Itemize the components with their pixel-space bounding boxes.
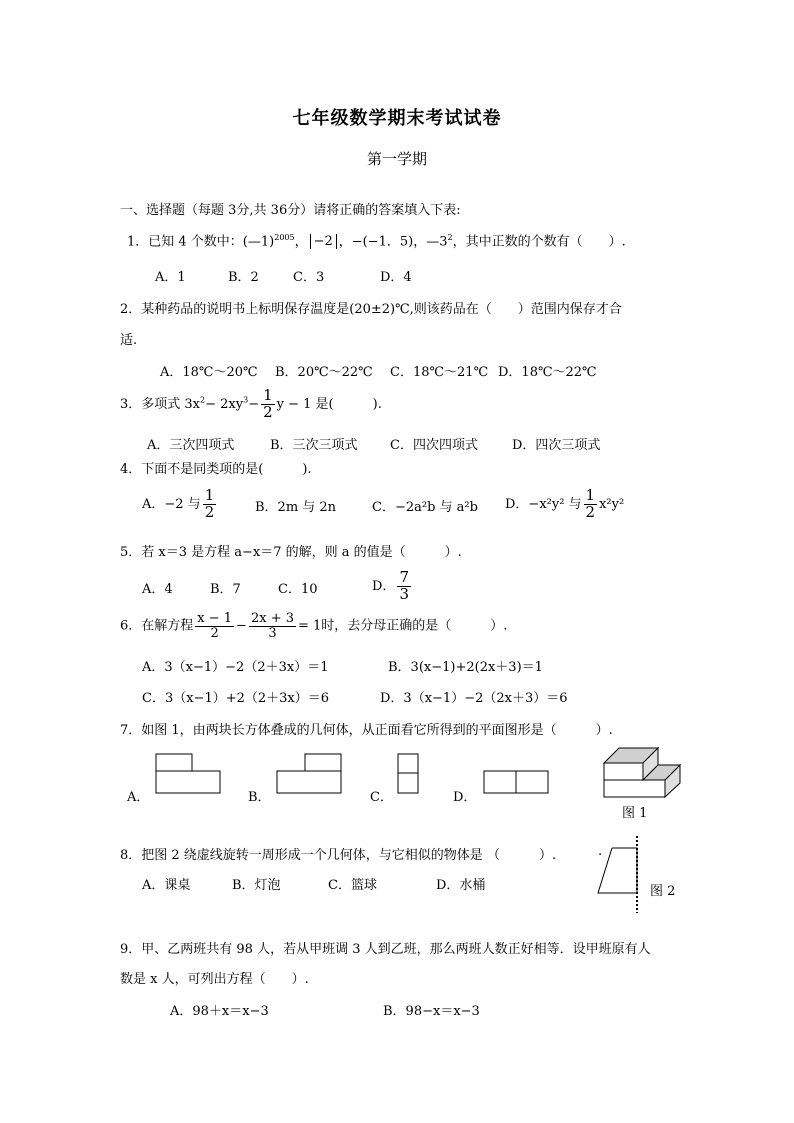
q7-shape-a [156,754,220,793]
q4-option-b[interactable]: B．2m 与 2n [255,500,337,515]
page-subtitle: 第一学期 [366,150,427,168]
q1-text-a: 1．已知 4 个数中：(—1) [127,234,275,250]
q5-option-d-text: D． [372,578,396,594]
q6-minus: − [236,618,247,634]
figure-1-label: 图 1 [622,806,648,821]
q1-abs-value: −2 [310,234,337,249]
q7-option-d[interactable]: D． [453,790,477,805]
question-2-line-2: 适. [120,333,138,348]
q3-exp-1: 2 [200,395,206,405]
q3-exp-2: 3 [243,395,249,405]
q3-option-b[interactable]: B．三次三项式 [270,438,358,453]
q4-option-a-numerator: 1 [204,486,215,504]
q8-option-b[interactable]: B．灯泡 [232,878,281,893]
q3-text-a: 3．多项式 3x [120,396,201,412]
q4-option-d-text: D．−x²y² 与 [505,496,582,512]
q3-option-c[interactable]: C．四次四项式 [390,438,478,453]
q6-option-b[interactable]: B．3(x−1)+2(2x＋3)＝1 [388,660,543,675]
q6-option-d[interactable]: D．3（x−1）−2（2x＋3）＝6 [380,691,568,706]
q4-option-a-text: A．−2 与 [142,496,201,512]
question-5: 5．若 x＝3 是方程 a−x＝7 的解，则 a 的值是（ ）. [120,545,462,560]
q6-text-a: 6．在解方程 [120,618,194,634]
question-8: 8．把图 2 绕虚线旋转一周形成一个几何体，与它相似的物体是 （ ）. [120,848,557,863]
q1-exponent: 2005 [274,233,295,242]
q4-option-d-denominator: 2 [585,502,596,521]
q5-option-d-numerator: 7 [399,568,409,586]
q7-shape-b [277,754,341,793]
q8-option-a[interactable]: A．课桌 [142,878,191,893]
q1-text-c: ，−(−1．5)，—3 [338,234,448,250]
question-7: 7．如图 1，由两块长方体叠成的几何体，从正面看它所得到的平面图形是（ ）. [120,723,613,738]
q4-option-a-denominator: 2 [204,502,215,521]
q9-option-a[interactable]: A．98＋x＝x−3 [170,1004,269,1019]
q1-option-a[interactable]: A．1 [155,270,186,285]
figure-1-cuboids [604,748,680,797]
q8-dot: . [598,844,603,859]
q2-option-d[interactable]: D．18℃～22℃ [498,365,597,380]
q1-option-c[interactable]: C．3 [293,270,325,285]
q5-option-a[interactable]: A．4 [142,582,173,597]
q1-text-b: ， [294,234,308,250]
q6-fraction-1-denominator: 2 [210,625,219,641]
q7-shape-d [484,771,548,793]
q1-exponent-2: 2 [447,233,453,242]
q3-text-c: − [248,396,260,412]
q3-text-d: y − 1 是( ). [276,396,382,412]
q5-option-d-denominator: 3 [399,584,409,603]
q4-option-d-text-2: x²y² [599,496,625,512]
q8-option-d[interactable]: D．水桶 [436,878,486,893]
q8-option-c[interactable]: C．篮球 [328,878,377,893]
q6-option-c[interactable]: C．3（x−1）+2（2＋3x）＝6 [142,691,330,706]
question-9-line-1: 9．甲、乙两班共有 98 人，若从甲班调 3 人到乙班，那么两班人数正好相等．设甲班原有人 [120,942,651,957]
question-9-line-2: 数是 x 人，可列出方程（ ）. [120,972,309,987]
q7-option-a[interactable]: A． [127,790,150,805]
figure-2-label: 图 2 [650,884,676,899]
q4-option-d-numerator: 1 [585,486,596,504]
q5-option-b[interactable]: B．7 [210,582,241,597]
q6-fraction-2-numerator: 2x + 3 [250,611,294,626]
q6-fraction-2-denominator: 3 [268,625,277,641]
q7-option-c[interactable]: C． [370,790,393,805]
q3-option-d[interactable]: D．四次三项式 [512,438,601,453]
q3-option-a[interactable]: A．三次四项式 [147,438,235,453]
q7-option-b[interactable]: B． [248,790,271,805]
q3-fraction-denominator: 2 [263,402,273,421]
q5-option-c[interactable]: C．10 [278,582,318,597]
question-4: 4．下面不是同类项的是( ). [120,462,312,477]
q2-option-c[interactable]: C．18℃～21℃ [390,365,489,380]
q1-option-b[interactable]: B．2 [228,270,259,285]
q6-text-b: = 1时，去分母正确的是（ ）. [297,618,508,634]
q3-text-b: − 2xy [205,396,244,412]
q1-option-d[interactable]: D．4 [380,270,412,285]
figure-2-trapezoid [598,836,637,913]
q1-text-d: ，其中正数的个数有（ ）. [452,234,626,250]
q3-fraction-numerator: 1 [263,386,273,404]
q2-option-b[interactable]: B．20℃～22℃ [275,365,373,380]
q7-shape-c [398,754,418,793]
q2-option-a[interactable]: A．18℃～20℃ [160,365,258,380]
q6-option-a[interactable]: A．3（x−1）−2（2＋3x）＝1 [142,660,329,675]
question-2-line-1: 2．某种药品的说明书上标明保存温度是(20±2)℃,则该药品在（ ）范围内保存才合 [120,302,622,317]
page-title: 七年级数学期末考试试卷 [292,108,502,129]
q4-option-c[interactable]: C．−2a²b 与 a²b [372,500,478,515]
q9-option-b[interactable]: B．98−x＝x−3 [383,1004,480,1019]
section-heading: 一、选择题（每题 3分,共 36分）请将正确的答案填入下表: [120,203,461,218]
q6-fraction-1-numerator: x − 1 [197,611,233,626]
